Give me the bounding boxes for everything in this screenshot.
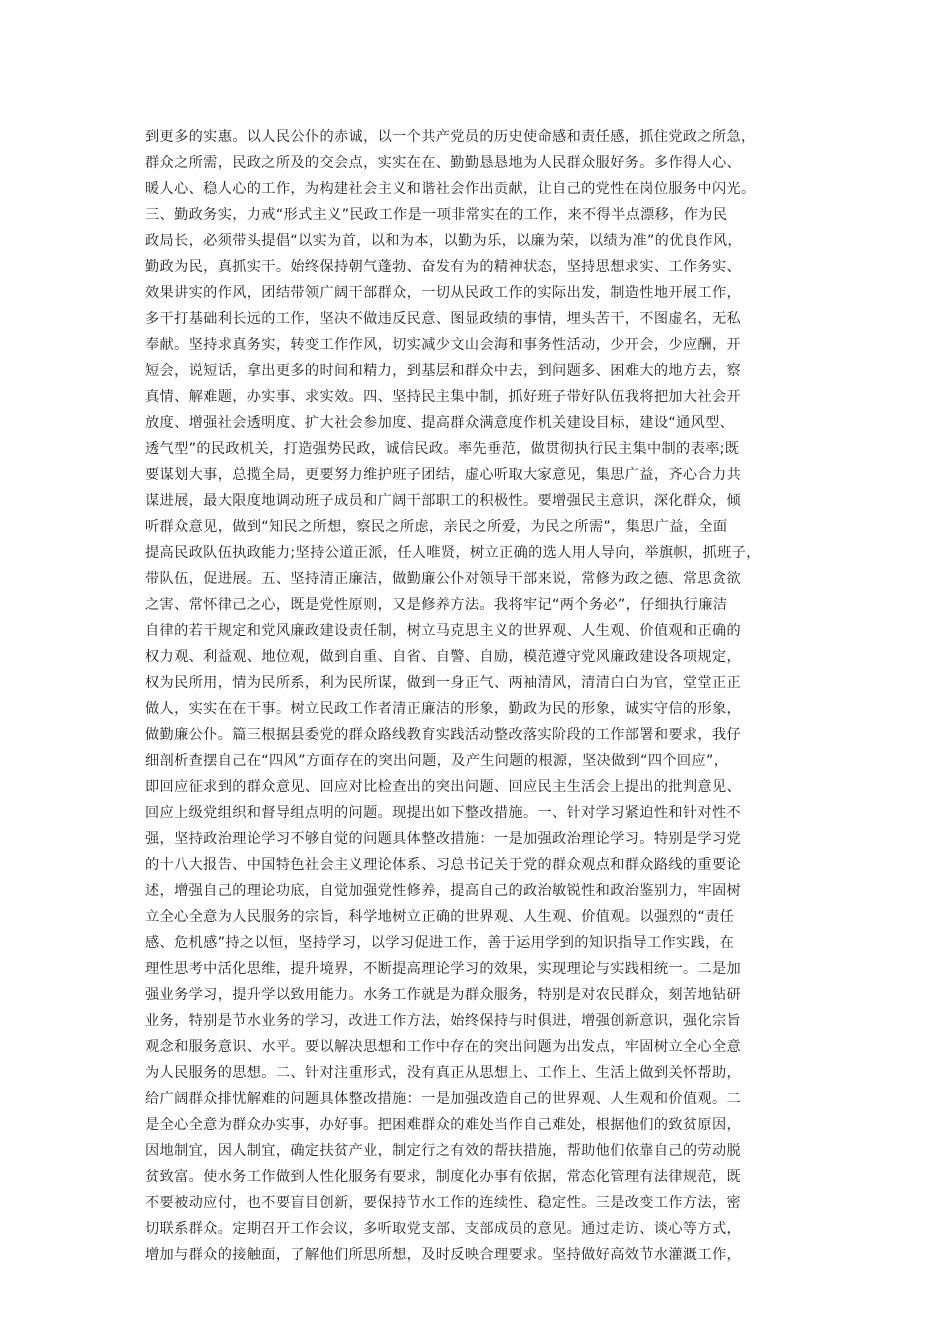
text-line: 理性思考中活化思维，提升境界，不断提高理论学习的效果，实现理论与实践相统一。二是加 bbox=[145, 961, 742, 977]
text-line: 透气型”的民政机关，打造强势民政，诚信民政。率先垂范，做贯彻执行民主集中制的表率;既 bbox=[145, 441, 740, 457]
text-line: 的十八大报告、中国特色社会主义理论体系、习总书记关于党的群众观点和群众路线的重要论 bbox=[145, 857, 742, 873]
text-line: 谋进展，最大限度地调动班子成员和广阔干部职工的积极性。要增强民主意识，深化群众，倾 bbox=[145, 493, 742, 509]
text-line: 听群众意见，做到“知民之所想，察民之所虑，亲民之所爱，为民之所需”，集思广益，全面 bbox=[145, 519, 728, 535]
text-line: 是全心全意为群众办实事，办好事。把困难群众的难处当作自己难处，根据他们的致贫原因， bbox=[145, 1117, 742, 1133]
text-line: 感、危机感”持之以恒，坚持学习，以学习促进工作，善于运用学到的知识指导工作实践，在 bbox=[145, 935, 735, 951]
text-line: 给广阔群众排忧解难的问题具体整改措施：一是加强改造自己的世界观、人生观和价值观。二 bbox=[145, 1091, 742, 1107]
text-line: 观念和服务意识、水平。要以解决思想和工作中存在的突出问题为出发点，牢固树立全心全意 bbox=[145, 1039, 742, 1055]
text-line: 真情、解难题，办实事、求实效。四、坚持民主集中制，抓好班子带好队伍我将把加大社会开 bbox=[145, 389, 742, 405]
text-line: 短会，说短话，拿出更多的时间和精力，到基层和群众中去，到问题多、困难大的地方去，察 bbox=[145, 363, 742, 379]
text-line: 细剖析查摆自己在“四风”方面存在的突出问题，及产生问题的根源，坚决做到“四个回应”， bbox=[145, 753, 729, 769]
text-line: 即回应征求到的群众意见、回应对比检查出的突出问题、回应民主生活会上提出的批判意见、 bbox=[145, 779, 742, 795]
text-line: 带队伍，促进展。五、坚持清正廉洁，做勤廉公仆对领导干部来说，常修为政之德、常思贪欲 bbox=[145, 571, 742, 587]
text-line: 立全心全意为人民服务的宗旨，科学地树立正确的世界观、人生观、价值观。以强烈的“责任 bbox=[145, 909, 735, 925]
text-line: 勤政为民，真抓实干。始终保持朝气蓬勃、奋发有为的精神状态，坚持思想求实、工作务实、 bbox=[145, 259, 742, 275]
text-line: 强，坚持政治理论学习不够自觉的问题具体整改措施：一是加强政治理论学习。特别是学习党 bbox=[145, 831, 742, 847]
text-line: 强业务学习，提升学以致用能力。水务工作就是为群众服务，特别是对农民群众，刻苦地钻研 bbox=[145, 987, 742, 1003]
text-line: 做人，实实在在干事。树立民政工作者清正廉洁的形象，勤政为民的形象，诚实守信的形象， bbox=[145, 701, 742, 717]
text-line: 权力观、利益观、地位观，做到自重、自省、自警、自励，模范遵守党风廉政建设各项规定， bbox=[145, 649, 742, 665]
text-line: 做勤廉公仆。篇三根据县委党的群众路线教育实践活动整改落实阶段的工作部署和要求，我仔 bbox=[145, 727, 742, 743]
text-line: 奉献。坚持求真务实，转变工作作风，切实减少文山会海和事务性活动，少开会，少应酬，开 bbox=[145, 337, 742, 353]
text-line: 提高民政队伍执政能力;坚持公道正派，任人唯贤，树立正确的选人用人导向，举旗帜，抓班子， bbox=[145, 545, 761, 561]
text-line: 要谋划大事，总揽全局，更要努力维护班子团结，虚心听取大家意见，集思广益，齐心合力共 bbox=[145, 467, 742, 483]
text-line: 切联系群众。定期召开工作会议，多听取党支部、支部成员的意见。通过走访、谈心等方式， bbox=[145, 1221, 742, 1237]
text-line: 权为民所用，情为民所系，利为民所谋，做到一身正气、两袖清风，清清白白为官，堂堂正正 bbox=[145, 675, 742, 691]
text-line: 放度、增强社会透明度、扩大社会参加度、提高群众满意度作机关建设目标，建设“通风型、 bbox=[145, 415, 735, 431]
text-line: 业务，特别是节水业务的学习，改进工作方法，始终保持与时俱进，增强创新意识，强化宗旨 bbox=[145, 1013, 742, 1029]
text-line: 自律的若干规定和党风廉政建设责任制，树立马克思主义的世界观、人生观、价值观和正确的 bbox=[145, 623, 742, 639]
text-line: 不要被动应付，也不要盲目创新，要保持节水工作的连续性、稳定性。三是改变工作方法，密 bbox=[145, 1195, 742, 1211]
text-line: 增加与群众的接触面，了解他们所思所想，及时反映合理要求。坚持做好高效节水灌溉工作， bbox=[145, 1247, 742, 1263]
text-line: 三、勤政务实，力戒“形式主义”民政工作是一项非常实在的工作，来不得半点漂移，作为民 bbox=[145, 207, 728, 223]
text-line: 回应上级党组织和督导组点明的问题。现提出如下整改措施。一、针对学习紧迫性和针对性不 bbox=[145, 805, 742, 821]
text-line: 之害、常怀律己之心，既是党性原则，又是修养方法。我将牢记“两个务必”，仔细执行廉洁 bbox=[145, 597, 728, 613]
text-line: 多干打基础利长远的工作，坚决不做违反民意、图显政绩的事情，埋头苦干，不图虚名，无私 bbox=[145, 311, 742, 327]
text-line: 因地制宜，因人制宜，确定扶贫产业，制定行之有效的帮扶措施，帮助他们依靠自己的劳动脱 bbox=[145, 1143, 742, 1159]
text-line: 述，增强自己的理论功底，自觉加强党性修养，提高自己的政治敏锐性和政治鉴别力，牢固树 bbox=[145, 883, 742, 899]
text-line: 群众之所需，民政之所及的交会点，实实在在、勤勤恳恳地为人民群众服好务。多作得人心、 bbox=[145, 155, 742, 171]
text-line: 到更多的实惠。以人民公仆的赤诚，以一个共产党员的历史使命感和责任感，抓住党政之所急， bbox=[145, 129, 756, 145]
text-line: 效果讲实的作风，团结带领广阔干部群众，一切从民政工作的实际出发，制造性地开展工作， bbox=[145, 285, 742, 301]
text-line: 贫致富。使水务工作做到人性化服务有要求，制度化办事有依据，常态化管理有法律规范，既 bbox=[145, 1169, 742, 1185]
body-text bbox=[145, 124, 805, 1268]
text-line: 政局长，必须带头提倡“以实为首，以和为本，以勤为乐，以廉为荣，以绩为准”的优良作风， bbox=[145, 233, 742, 249]
text-line: 为人民服务的思想。二、针对注重形式，没有真正从思想上、工作上、生活上做到关怀帮助， bbox=[145, 1065, 742, 1081]
text-line: 暖人心、稳人心的工作，为构建社会主义和谐社会作出贡献，让自己的党性在岗位服务中闪光。 bbox=[145, 181, 756, 197]
